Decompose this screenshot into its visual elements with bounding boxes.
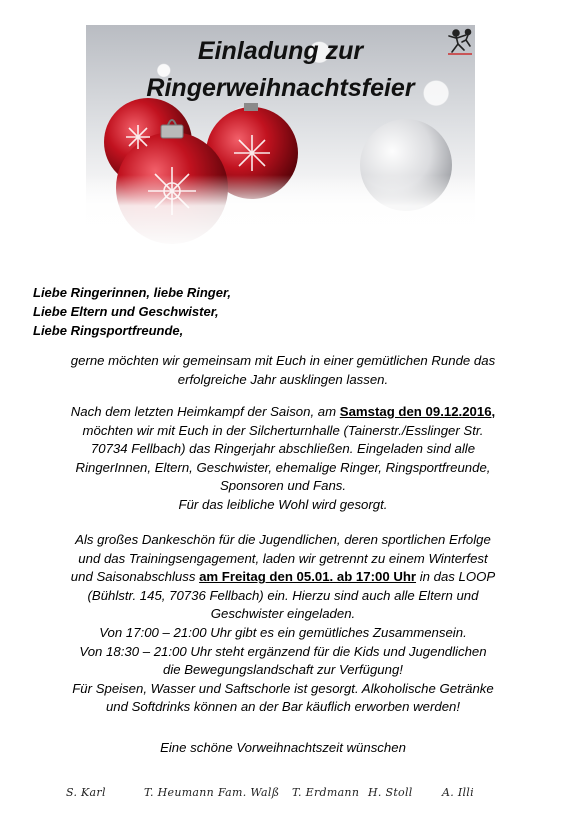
- wrestler-logo-icon: [444, 26, 476, 58]
- event2-line-text: und Saisonabschluss: [70, 569, 200, 585]
- page-title-line-2: Ringerweihnachtsfeier: [146, 74, 415, 102]
- closing-line: [28, 739, 538, 758]
- greeting: [33, 283, 231, 340]
- hero-image: [86, 25, 475, 252]
- event1-line: Für das leibliche Wohl wird gesorgt.: [178, 496, 388, 512]
- event2-line: Für Speisen, Wasser und Saftschorle ist gesorgt. Alkoholische Getränke: [72, 680, 494, 696]
- signature: T. Heumann: [144, 786, 215, 799]
- event2-line: Als großes Dankeschön für die Jugendlichen, deren sportlichen Erfolge: [75, 532, 491, 547]
- signature: Fam. Walß: [218, 786, 280, 799]
- intro-line: erfolgreiche Jahr ausklingen lassen.: [177, 371, 389, 387]
- event1-date: Samstag den 09.12.2016,: [339, 404, 496, 419]
- signature: S. Karl: [66, 786, 106, 799]
- event1-line: möchten wir mit Euch in der Silcherturnhalle (Tainerstr./Esslinger Str.: [82, 422, 484, 438]
- signature: A. Illi: [442, 786, 474, 799]
- closing-text: Eine schöne Vorweihnachtszeit wünschen: [160, 740, 406, 755]
- greeting-line: Liebe Ringerinnen, liebe Ringer,: [33, 285, 231, 300]
- event2-line: Von 17:00 – 21:00 Uhr gibt es ein gemütliches Zusammensein.: [99, 624, 467, 640]
- event1-line: 70734 Fellbach) das Ringerjahr abschließen. Eingeladen sind alle: [90, 441, 476, 457]
- event2-line: (Bühlstr. 145, 70736 Fellbach) ein. Hierzu sind auch alle Eltern und: [87, 587, 479, 603]
- event2-line: und das Trainingsengagement, laden wir getrennt zu einem Winterfest: [78, 550, 488, 566]
- signature: T. Erdmann: [292, 786, 360, 799]
- event1-line: RingerInnen, Eltern, Geschwister, ehemalige Ringer, Ringsportfreunde,: [75, 459, 491, 475]
- event2-date: am Freitag den 05.01. ab 17:00 Uhr: [199, 569, 417, 585]
- intro-line: gerne möchten wir gemeinsam mit Euch in einer gemütlichen Runde das: [70, 353, 496, 368]
- event2-line: die Bewegungslandschaft zur Verfügung!: [163, 662, 403, 678]
- event2-line-text: in das LOOP: [416, 569, 496, 585]
- event1-first-line: [28, 403, 538, 422]
- intro-paragraph: [28, 352, 538, 389]
- greeting-line: Liebe Eltern und Geschwister,: [33, 304, 219, 319]
- signatures: [60, 786, 500, 806]
- event2-date-line: [28, 568, 538, 587]
- event2-line: Von 18:30 – 21:00 Uhr steht ergänzend für die Kids und Jugendlichen: [79, 643, 487, 659]
- event2-line: Geschwister eingeladen.: [210, 606, 356, 622]
- event1-line: Sponsoren und Fans.: [219, 478, 347, 494]
- signature: H. Stoll: [368, 786, 413, 799]
- event2-paragraph: [28, 531, 538, 717]
- event2-line: und Softdrinks können an der Bar käuflich erworben werden!: [105, 699, 461, 715]
- greeting-line: Liebe Ringsportfreunde,: [33, 323, 184, 338]
- event1-line-text: Nach dem letzten Heimkampf der Saison, am: [70, 404, 340, 419]
- event1-paragraph: [28, 403, 538, 515]
- page-title-line-1: Einladung zur: [197, 37, 364, 65]
